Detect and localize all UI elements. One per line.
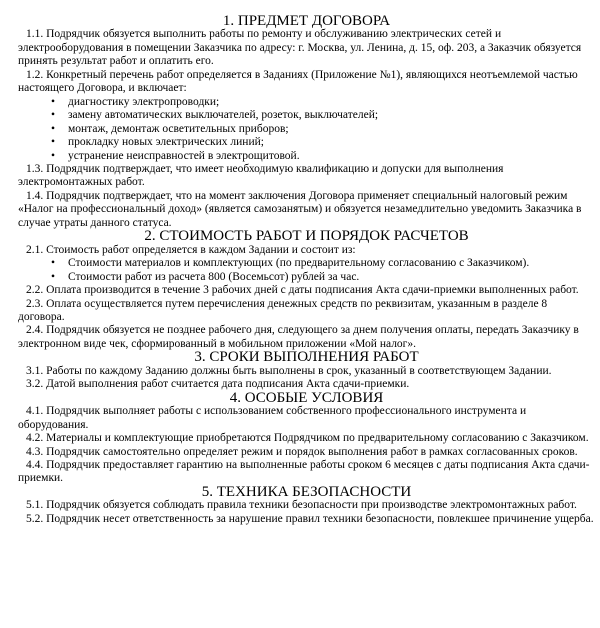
bullet-icon: • <box>51 109 56 122</box>
section-1-heading: 1. ПРЕДМЕТ ДОГОВОРА <box>222 13 391 29</box>
cost-components-list-item <box>18 257 595 270</box>
clause-3-2: 3.2. Датой выполнения работ считается дата подписания Акта сдачи-приемки. <box>26 378 410 391</box>
cost-components-list-item <box>18 271 595 284</box>
section-special-conditions <box>18 389 595 486</box>
bullet-icon: • <box>51 149 56 162</box>
section-5-heading: 5. ТЕХНИКА БЕЗОПАСНОСТИ <box>201 483 412 500</box>
work-types-list-item <box>18 109 595 122</box>
section-4-heading: 4. ОСОБЫЕ УСЛОВИЯ <box>229 389 384 406</box>
clause-2-4: 2.4. Подрядчик обязуется не позднее рабочего дня, следующего за днем получения оплаты, передать Заказчику в электронном виде чек, сформированный в мобильном приложении «Мой налог». <box>18 324 579 350</box>
cost-components-list-item-text: Стоимости работ из расчета 800 (Восемьсот) рублей за час. <box>68 270 360 283</box>
section-subject-of-contract <box>18 15 595 230</box>
clause-4-2: 4.2. Материалы и комплектующие приобретаются Подрядчиком по предварительному согласованию с Заказчиком. <box>26 432 589 445</box>
bullet-icon: • <box>51 95 56 108</box>
work-types-list-item <box>18 123 595 136</box>
work-types-list-item-text: прокладку новых электрических линий; <box>68 136 264 149</box>
clause-4-4: 4.4. Подрядчик предоставляет гарантию на выполненные работы сроком 6 месяцев с даты подписания Акта сдачи-приемки. <box>18 458 590 485</box>
clause-1-4: 1.4. Подрядчик подтверждает, что на момент заключения Договора применяет специальный налоговый режим «Налог на профессиональный доход» (является самозанятым) и обязуется незамедлительно уведомить Заказчика в случае утраты данного статуса. <box>18 189 582 229</box>
clause-2-3: 2.3. Оплата осуществляется путем перечисления денежных средств по реквизитам, указанным в разделе 8 договора. <box>18 297 548 323</box>
bullet-icon: • <box>51 257 56 270</box>
section-2-heading: 2. СТОИМОСТЬ РАБОТ И ПОРЯДОК РАСЧЕТОВ <box>144 228 469 245</box>
section-work-deadlines <box>18 351 595 391</box>
section-cost-and-payment <box>18 230 595 351</box>
cost-components-list <box>18 257 595 284</box>
work-types-list-item <box>18 136 595 149</box>
clause-1-1: 1.1. Подрядчик обязуется выполнить работы по ремонту и обслуживанию электрических сетей и электрооборудования в помещении Заказчика по адресу: г. Москва, ул. Ленина, д. 15, оф. 203, а Заказчик обязуется принять результат работ и оплатить его. <box>18 28 582 68</box>
work-types-list-item <box>18 150 595 163</box>
bullet-icon: • <box>51 122 56 135</box>
clause-2-2: 2.2. Оплата производится в течение 3 рабочих дней с даты подписания Акта сдачи-приемки выполненных работ. <box>26 284 579 297</box>
clause-1-3: 1.3. Подрядчик подтверждает, что имеет необходимую квалификацию и допуски для выполнения электромонтажных работ. <box>18 162 504 189</box>
clause-2-1: 2.1. Стоимость работ определяется в каждом Задании и состоит из: <box>26 243 356 256</box>
clause-3-1: 3.1. Работы по каждому Заданию должны быть выполнены в срок, указанный в соответствующем Задании. <box>26 364 552 377</box>
work-types-list-item-text: монтаж, демонтаж осветительных приборов; <box>68 122 289 135</box>
clause-1-2: 1.2. Конкретный перечень работ определяется в Заданиях (Приложение №1), являющихся неотъемлемой частью настоящего Договора, и включает: <box>18 68 578 95</box>
work-types-list-item-text: замену автоматических выключателей, розеток, выключателей; <box>68 109 379 122</box>
clause-4-1: 4.1. Подрядчик выполняет работы с использованием собственного профессионального инструмента и оборудования. <box>18 405 527 431</box>
cost-components-list-item-text: Стоимости материалов и комплектующих (по предварительному согласованию с Заказчиком). <box>68 257 530 270</box>
bullet-icon: • <box>51 270 56 283</box>
work-types-list <box>18 96 595 163</box>
section-safety <box>18 483 595 526</box>
work-types-list-item-text: устранение неисправностей в электрощитовой. <box>68 149 300 162</box>
clause-5-1: 5.1. Подрядчик обязуется соблюдать правила техники безопасности при производстве электромонтажных работ. <box>26 499 577 512</box>
section-3-heading: 3. СРОКИ ВЫПОЛНЕНИЯ РАБОТ <box>194 349 419 366</box>
clause-4-3: 4.3. Подрядчик самостоятельно определяет режим и порядок выполнения работ в рамках согласованных сроков. <box>26 445 578 458</box>
bullet-icon: • <box>51 136 56 149</box>
work-types-list-item-text: диагностику электропроводки; <box>68 95 220 108</box>
work-types-list-item <box>18 96 595 109</box>
clause-5-2: 5.2. Подрядчик несет ответственность за нарушение правил техники безопасности, повлекшее причинение ущерба. <box>26 512 594 525</box>
